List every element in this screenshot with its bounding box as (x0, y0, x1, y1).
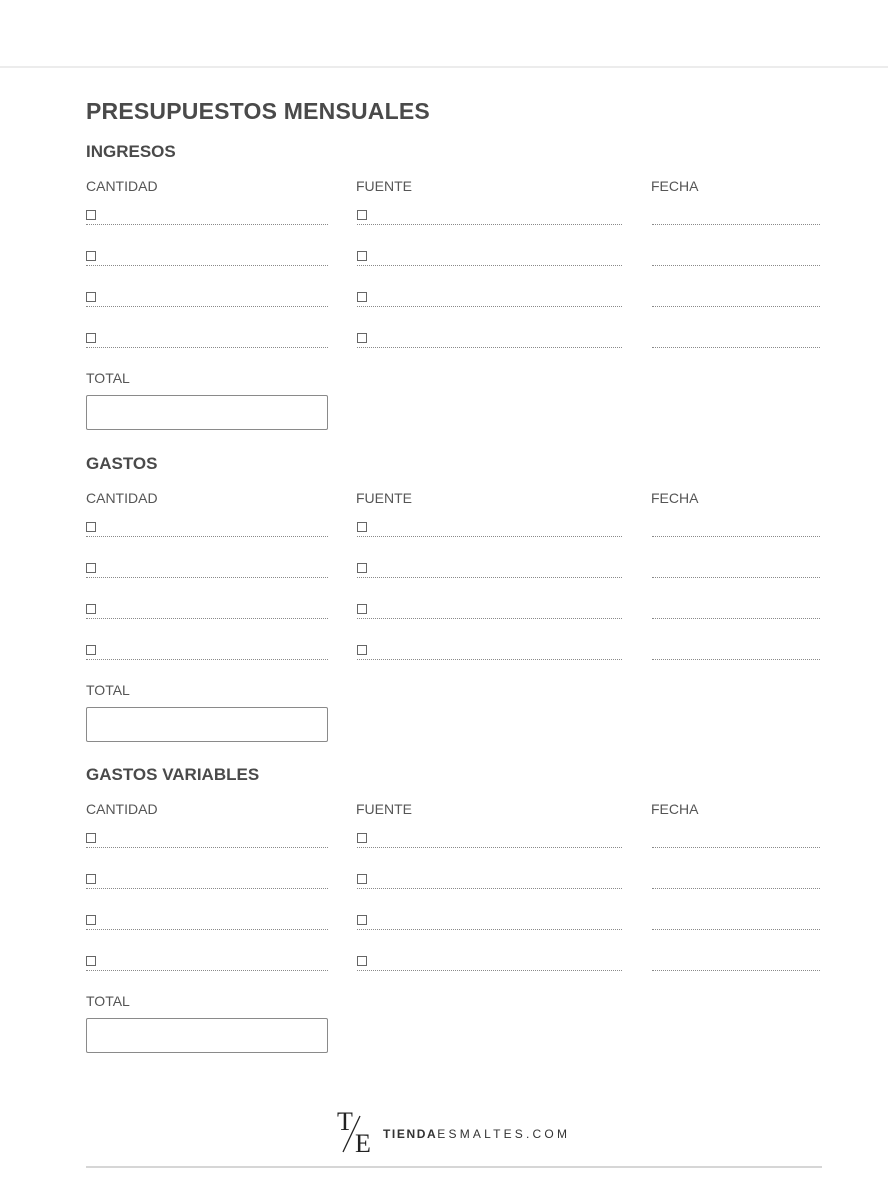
column-header-source: FUENTE (356, 178, 412, 194)
table-row (0, 204, 888, 245)
source-line[interactable] (357, 536, 622, 537)
bottom-divider (86, 1166, 822, 1168)
amount-line[interactable] (86, 618, 328, 619)
amount-checkbox[interactable] (86, 251, 96, 261)
amount-line[interactable] (86, 536, 328, 537)
source-line[interactable] (357, 347, 622, 348)
date-line[interactable] (652, 618, 820, 619)
date-line[interactable] (652, 347, 820, 348)
source-line[interactable] (357, 306, 622, 307)
source-line[interactable] (357, 929, 622, 930)
amount-checkbox[interactable] (86, 563, 96, 573)
column-header-date: FECHA (651, 178, 699, 194)
section-gastos-variables (0, 765, 888, 1065)
section-title: INGRESOS (86, 142, 176, 161)
source-line[interactable] (357, 265, 622, 266)
section-title: GASTOS (86, 454, 158, 473)
brand-logo (336, 1108, 596, 1156)
amount-checkbox[interactable] (86, 645, 96, 655)
section-ingresos (0, 142, 888, 442)
source-checkbox[interactable] (357, 333, 367, 343)
table-row (0, 909, 888, 950)
amount-checkbox[interactable] (86, 833, 96, 843)
amount-checkbox[interactable] (86, 956, 96, 966)
table-row (0, 286, 888, 327)
amount-line[interactable] (86, 929, 328, 930)
section-title: GASTOS VARIABLES (86, 765, 260, 784)
brand-name-bold: TIENDA (383, 1127, 438, 1141)
total-label: TOTAL (86, 370, 130, 386)
column-header-amount: CANTIDAD (86, 490, 158, 506)
brand-name (383, 1127, 570, 1141)
table-row (0, 868, 888, 909)
table-row (0, 827, 888, 868)
date-line[interactable] (652, 306, 820, 307)
amount-line[interactable] (86, 847, 328, 848)
column-header-amount: CANTIDAD (86, 801, 158, 817)
column-header-amount: CANTIDAD (86, 178, 158, 194)
amount-checkbox[interactable] (86, 915, 96, 925)
source-checkbox[interactable] (357, 292, 367, 302)
source-checkbox[interactable] (357, 956, 367, 966)
svg-text:E: E (355, 1129, 371, 1156)
source-checkbox[interactable] (357, 251, 367, 261)
table-row (0, 950, 888, 991)
amount-line[interactable] (86, 970, 328, 971)
table-row (0, 245, 888, 286)
table-row (0, 557, 888, 598)
amount-checkbox[interactable] (86, 333, 96, 343)
total-label: TOTAL (86, 682, 130, 698)
total-input-box[interactable] (86, 1018, 328, 1053)
date-line[interactable] (652, 888, 820, 889)
source-checkbox[interactable] (357, 563, 367, 573)
amount-line[interactable] (86, 888, 328, 889)
source-checkbox[interactable] (357, 645, 367, 655)
date-line[interactable] (652, 659, 820, 660)
amount-line[interactable] (86, 347, 328, 348)
source-line[interactable] (357, 888, 622, 889)
brand-name-light: ESMALTES.COM (437, 1127, 571, 1141)
column-header-date: FECHA (651, 490, 699, 506)
section-gastos (0, 454, 888, 754)
source-checkbox[interactable] (357, 915, 367, 925)
amount-checkbox[interactable] (86, 874, 96, 884)
date-line[interactable] (652, 970, 820, 971)
source-checkbox[interactable] (357, 833, 367, 843)
table-row (0, 516, 888, 557)
amount-line[interactable] (86, 265, 328, 266)
total-input-box[interactable] (86, 707, 328, 742)
date-line[interactable] (652, 536, 820, 537)
amount-checkbox[interactable] (86, 604, 96, 614)
svg-text:T: T (337, 1108, 353, 1136)
page-title: PRESUPUESTOS MENSUALES (86, 98, 430, 124)
amount-checkbox[interactable] (86, 210, 96, 220)
source-line[interactable] (357, 847, 622, 848)
table-row (0, 639, 888, 680)
amount-line[interactable] (86, 659, 328, 660)
source-line[interactable] (357, 224, 622, 225)
amount-line[interactable] (86, 306, 328, 307)
source-line[interactable] (357, 970, 622, 971)
amount-checkbox[interactable] (86, 522, 96, 532)
amount-line[interactable] (86, 577, 328, 578)
source-checkbox[interactable] (357, 874, 367, 884)
date-line[interactable] (652, 577, 820, 578)
column-header-source: FUENTE (356, 490, 412, 506)
column-header-source: FUENTE (356, 801, 412, 817)
table-row (0, 327, 888, 368)
source-line[interactable] (357, 659, 622, 660)
source-checkbox[interactable] (357, 522, 367, 532)
source-checkbox[interactable] (357, 604, 367, 614)
column-header-date: FECHA (651, 801, 699, 817)
total-label: TOTAL (86, 993, 130, 1009)
amount-checkbox[interactable] (86, 292, 96, 302)
table-row (0, 598, 888, 639)
date-line[interactable] (652, 265, 820, 266)
date-line[interactable] (652, 929, 820, 930)
amount-line[interactable] (86, 224, 328, 225)
source-line[interactable] (357, 577, 622, 578)
source-checkbox[interactable] (357, 210, 367, 220)
date-line[interactable] (652, 847, 820, 848)
logo-mark-icon (336, 1108, 376, 1156)
source-line[interactable] (357, 618, 622, 619)
top-divider (0, 66, 888, 68)
total-input-box[interactable] (86, 395, 328, 430)
date-line[interactable] (652, 224, 820, 225)
